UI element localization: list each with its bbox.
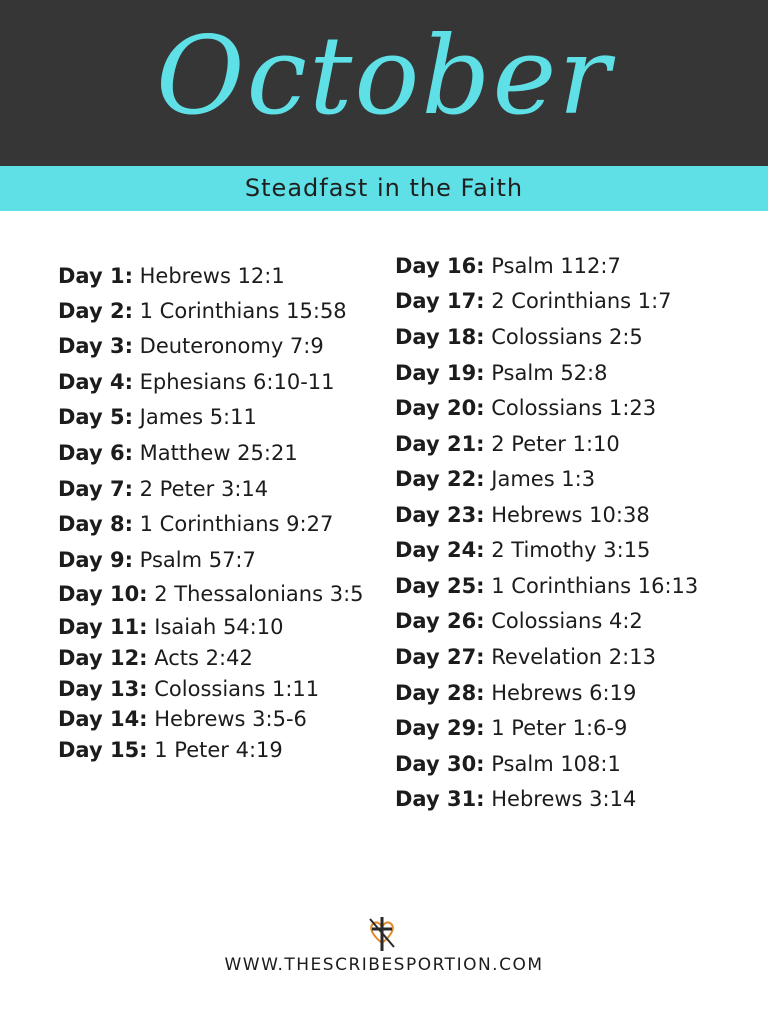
reading-item: [58, 738, 283, 762]
scripture-reference: 2 Corinthians 1:7: [484, 289, 672, 313]
day-label: Day 8:: [58, 512, 133, 536]
day-label: Day 17:: [395, 289, 485, 313]
scripture-reference: Matthew 25:21: [132, 441, 298, 465]
reading-item: [395, 787, 636, 811]
scripture-reference: Hebrews 10:38: [484, 503, 650, 527]
day-label: Day 18:: [395, 325, 485, 349]
day-label: Day 5:: [58, 405, 133, 429]
day-label: Day 1:: [58, 264, 133, 288]
reading-item: [395, 716, 627, 740]
scripture-reference: Isaiah 54:10: [147, 615, 284, 639]
reading-item: [395, 681, 636, 705]
scripture-reference: 2 Thessalonians 3:5: [147, 582, 364, 606]
day-label: Day 19:: [395, 361, 485, 385]
reading-item: [395, 432, 620, 456]
day-label: Day 16:: [395, 254, 485, 278]
scripture-reference: Ephesians 6:10-11: [132, 370, 335, 394]
day-label: Day 6:: [58, 441, 133, 465]
reading-item: [395, 503, 650, 527]
day-label: Day 12:: [58, 646, 148, 670]
scripture-reference: Psalm 52:8: [484, 361, 608, 385]
scripture-reference: 1 Corinthians 9:27: [132, 512, 334, 536]
day-label: Day 28:: [395, 681, 485, 705]
scripture-reference: Hebrews 3:14: [484, 787, 637, 811]
reading-item: [58, 548, 256, 572]
day-label: Day 15:: [58, 738, 148, 762]
reading-item: [395, 609, 643, 633]
header-banner: [0, 0, 768, 166]
reading-item: [395, 467, 595, 491]
scripture-reference: 2 Timothy 3:15: [484, 538, 651, 562]
day-label: Day 29:: [395, 716, 485, 740]
reading-item: [58, 405, 257, 429]
day-label: Day 25:: [395, 574, 485, 598]
scripture-reference: Psalm 108:1: [484, 752, 621, 776]
day-label: Day 20:: [395, 396, 485, 420]
day-label: Day 21:: [395, 432, 485, 456]
scribe-cross-logo-icon: [362, 913, 402, 953]
scripture-reference: Hebrews 6:19: [484, 681, 637, 705]
day-label: Day 22:: [395, 467, 485, 491]
day-label: Day 26:: [395, 609, 485, 633]
reading-item: [395, 325, 643, 349]
scripture-reference: Psalm 112:7: [484, 254, 621, 278]
reading-item: [395, 574, 698, 598]
day-label: Day 24:: [395, 538, 485, 562]
month-title: October: [155, 14, 613, 139]
website-url: WWW.THESCRIBESPORTION.COM: [224, 955, 544, 975]
scripture-reference: 1 Corinthians 15:58: [132, 299, 347, 323]
scripture-reference: Revelation 2:13: [484, 645, 656, 669]
reading-item: [58, 646, 253, 670]
day-label: Day 7:: [58, 477, 133, 501]
scripture-reference: 1 Corinthians 16:13: [484, 574, 699, 598]
reading-item: [395, 254, 621, 278]
reading-item: [58, 615, 283, 639]
scripture-reference: 1 Peter 1:6-9: [484, 716, 628, 740]
reading-item: [58, 334, 324, 358]
reading-item: [58, 582, 364, 606]
scripture-reference: Hebrews 3:5-6: [147, 707, 307, 731]
reading-item: [58, 677, 319, 701]
reading-item: [395, 396, 656, 420]
reading-item: [58, 707, 307, 731]
scripture-reference: Acts 2:42: [147, 646, 253, 670]
reading-item: [58, 264, 285, 288]
scripture-reference: Deuteronomy 7:9: [132, 334, 324, 358]
reading-item: [395, 645, 656, 669]
scripture-reference: Colossians 2:5: [484, 325, 643, 349]
day-label: Day 30:: [395, 752, 485, 776]
day-label: Day 13:: [58, 677, 148, 701]
reading-item: [395, 538, 650, 562]
reading-item: [58, 441, 298, 465]
scripture-reference: 2 Peter 1:10: [484, 432, 620, 456]
reading-item: [58, 299, 347, 323]
reading-item: [58, 512, 333, 536]
day-label: Day 4:: [58, 370, 133, 394]
reading-item: [395, 361, 607, 385]
theme-title: Steadfast in the Faith: [244, 174, 524, 202]
scripture-reference: Psalm 57:7: [132, 548, 256, 572]
reading-item: [58, 370, 335, 394]
scripture-reference: Hebrews 12:1: [132, 264, 285, 288]
reading-item: [395, 752, 621, 776]
scripture-reference: Colossians 1:23: [484, 396, 657, 420]
day-label: Day 14:: [58, 707, 148, 731]
day-label: Day 31:: [395, 787, 485, 811]
day-label: Day 27:: [395, 645, 485, 669]
reading-item: [58, 477, 268, 501]
reading-item: [395, 289, 672, 313]
scripture-reference: Colossians 4:2: [484, 609, 643, 633]
scripture-reference: 1 Peter 4:19: [147, 738, 283, 762]
day-label: Day 3:: [58, 334, 133, 358]
scripture-reference: James 5:11: [132, 405, 257, 429]
day-label: Day 11:: [58, 615, 148, 639]
scripture-reference: James 1:3: [484, 467, 596, 491]
day-label: Day 23:: [395, 503, 485, 527]
day-label: Day 10:: [58, 582, 148, 606]
scripture-reference: 2 Peter 3:14: [132, 477, 269, 501]
scripture-reference: Colossians 1:11: [147, 677, 320, 701]
day-label: Day 9:: [58, 548, 133, 572]
day-label: Day 2:: [58, 299, 133, 323]
theme-band: [0, 166, 768, 211]
